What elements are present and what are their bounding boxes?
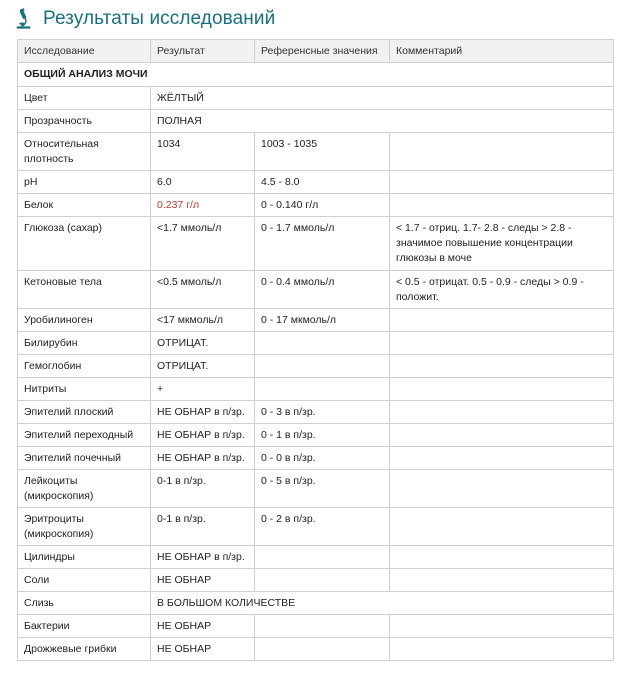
test-name: Лейкоциты (микроскопия) [18, 470, 151, 508]
test-result: НЕ ОБНАР в п/зр. [151, 546, 255, 569]
test-reference: 0 - 3 в п/зр. [255, 401, 390, 424]
column-header-test: Исследование [18, 40, 151, 63]
test-reference: 0 - 1.7 ммоль/л [255, 217, 390, 271]
table-row [18, 378, 614, 401]
test-comment [390, 638, 614, 661]
test-reference: 0 - 0.4 ммоль/л [255, 271, 390, 309]
table-row [18, 508, 614, 546]
test-result: ПОЛНАЯ [151, 110, 614, 133]
test-name: Уробилиноген [18, 309, 151, 332]
test-reference [255, 546, 390, 569]
test-reference: 0 - 17 мкмоль/л [255, 309, 390, 332]
table-row [18, 110, 614, 133]
page-header [13, 4, 275, 34]
test-comment: < 1.7 - отриц. 1.7- 2.8 - следы > 2.8 - значимое повышение концентрации глюкозы в моче [390, 217, 614, 271]
test-comment [390, 378, 614, 401]
test-result: ОТРИЦАТ. [151, 355, 255, 378]
column-header-comment: Комментарий [390, 40, 614, 63]
section-row [18, 63, 614, 87]
test-comment [390, 615, 614, 638]
test-reference [255, 332, 390, 355]
test-comment [390, 447, 614, 470]
test-comment [390, 194, 614, 217]
test-reference [255, 569, 390, 592]
test-result: НЕ ОБНАР в п/зр. [151, 424, 255, 447]
table-row [18, 592, 614, 615]
test-name: Кетоновые тела [18, 271, 151, 309]
test-reference: 0 - 5 в п/зр. [255, 470, 390, 508]
test-result: 1034 [151, 133, 255, 171]
table-row [18, 424, 614, 447]
test-name: Эпителий переходный [18, 424, 151, 447]
test-comment [390, 424, 614, 447]
test-name: Цилиндры [18, 546, 151, 569]
test-result: НЕ ОБНАР [151, 569, 255, 592]
test-result-abnormal: 0.237 г/л [151, 194, 255, 217]
test-comment [390, 569, 614, 592]
test-result: НЕ ОБНАР в п/зр. [151, 447, 255, 470]
test-comment: < 0.5 - отрицат. 0.5 - 0.9 - следы > 0.9 - положит. [390, 271, 614, 309]
table-row [18, 271, 614, 309]
table-row [18, 569, 614, 592]
table-row [18, 615, 614, 638]
table-header-row [18, 40, 614, 63]
page-title: Результаты исследований [43, 8, 276, 29]
test-reference [255, 378, 390, 401]
microscope-icon [13, 8, 35, 30]
test-reference: 0 - 0 в п/зр. [255, 447, 390, 470]
test-name: Нитриты [18, 378, 151, 401]
test-result: ЖЁЛТЫЙ [151, 87, 614, 110]
test-reference: 0 - 1 в п/зр. [255, 424, 390, 447]
table-row [18, 638, 614, 661]
column-header-result: Результат [151, 40, 255, 63]
test-comment [390, 508, 614, 546]
test-name: Дрожжевые грибки [18, 638, 151, 661]
test-reference: 0 - 2 в п/зр. [255, 508, 390, 546]
test-result: 6.0 [151, 171, 255, 194]
test-reference: 1003 - 1035 [255, 133, 390, 171]
test-result: <1.7 ммоль/л [151, 217, 255, 271]
results-table [17, 39, 614, 661]
test-comment [390, 309, 614, 332]
test-comment [390, 546, 614, 569]
test-name: Гемоглобин [18, 355, 151, 378]
test-comment [390, 401, 614, 424]
test-name: Билирубин [18, 332, 151, 355]
test-name: pH [18, 171, 151, 194]
column-header-reference: Референсные значения [255, 40, 390, 63]
test-result: <0.5 ммоль/л [151, 271, 255, 309]
table-row [18, 332, 614, 355]
test-name: Белок [18, 194, 151, 217]
test-name: Эритроциты (микроскопия) [18, 508, 151, 546]
test-name: Эпителий почечный [18, 447, 151, 470]
table-row [18, 355, 614, 378]
test-comment [390, 470, 614, 508]
table-row [18, 171, 614, 194]
test-name: Относительная плотность [18, 133, 151, 171]
table-row [18, 401, 614, 424]
test-name: Эпителий плоский [18, 401, 151, 424]
table-row [18, 194, 614, 217]
test-name: Соли [18, 569, 151, 592]
test-name: Глюкоза (сахар) [18, 217, 151, 271]
table-row [18, 470, 614, 508]
table-row [18, 133, 614, 171]
table-row [18, 87, 614, 110]
test-result: <17 мкмоль/л [151, 309, 255, 332]
test-name: Бактерии [18, 615, 151, 638]
table-row [18, 546, 614, 569]
test-result: НЕ ОБНАР в п/зр. [151, 401, 255, 424]
test-reference [255, 355, 390, 378]
test-result: + [151, 378, 255, 401]
test-result: 0-1 в п/зр. [151, 508, 255, 546]
test-result: ОТРИЦАТ. [151, 332, 255, 355]
test-result: НЕ ОБНАР [151, 615, 255, 638]
test-result: В БОЛЬШОМ КОЛИЧЕСТВЕ [151, 592, 614, 615]
table-row [18, 447, 614, 470]
test-name: Цвет [18, 87, 151, 110]
test-reference [255, 615, 390, 638]
test-result: НЕ ОБНАР [151, 638, 255, 661]
table-row [18, 217, 614, 271]
test-comment [390, 171, 614, 194]
test-comment [390, 355, 614, 378]
test-comment [390, 332, 614, 355]
section-title: ОБЩИЙ АНАЛИЗ МОЧИ [18, 63, 614, 87]
test-result: 0-1 в п/зр. [151, 470, 255, 508]
test-comment [390, 133, 614, 171]
test-reference: 0 - 0.140 г/л [255, 194, 390, 217]
test-reference [255, 638, 390, 661]
test-name: Слизь [18, 592, 151, 615]
test-name: Прозрачность [18, 110, 151, 133]
table-row [18, 309, 614, 332]
test-reference: 4.5 - 8.0 [255, 171, 390, 194]
